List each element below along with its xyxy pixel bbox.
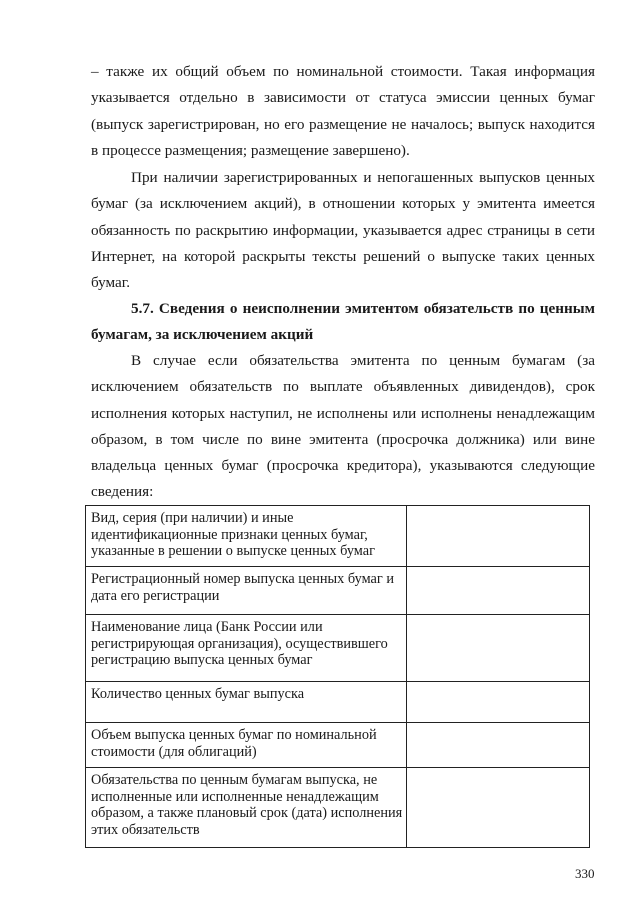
table-row-label: Наименование лица (Банк России или регистрирующая организация), осуществившего регистрацию выпуска ценных бумаг [86,615,407,682]
table-row-value [407,682,590,723]
table-row-value [407,567,590,615]
table-row-label: Количество ценных бумаг выпуска [86,682,407,723]
table-row-value [407,615,590,682]
table-row [86,723,590,768]
table-row-label: Обязательства по ценным бумагам выпуска, не исполненные или исполненные ненадлежащим образом, а также плановый срок (дата) исполнения этих обязательств [86,768,407,848]
obligations-info-table [85,505,590,848]
table-row-value [407,723,590,768]
table-row [86,615,590,682]
table-row-value [407,768,590,848]
paragraph-internet-address: При наличии зарегистрированных и непогашенных выпусков ценных бумаг (за исключением акций), в отношении которых у эмитента имеется обязанность по раскрытию информации, указывается адрес страницы в сети Интернет, на которой раскрыты тексты решений о выпуске таких ценных бумаг. [91,169,595,292]
table-row [86,682,590,723]
table-row-label: Объем выпуска ценных бумаг по номинальной стоимости (для облигаций) [86,723,407,768]
table-row-value [407,506,590,567]
paragraph-obligations-intro: В случае если обязательства эмитента по ценным бумагам (за исключением обязательств по выплате объявленных дивидендов), срок исполнения которых наступил, не исполнены или исполнены ненадлежащим образом, в том числе по вине эмитента (просрочка должника) или вине владельца ценных бумаг (просрочка кредитора), указываются следующие сведения: [91,352,595,501]
table-row-label: Регистрационный номер выпуска ценных бумаг и дата его регистрации [86,567,407,615]
table-row [86,567,590,615]
table-row-label: Вид, серия (при наличии) и иные идентификационные признаки ценных бумаг, указанные в решении о выпуске ценных бумаг [86,506,407,567]
table-row [86,506,590,567]
paragraph-emission-volume: – также их общий объем по номинальной стоимости. Такая информация указывается отдельно в зависимости от статуса эмиссии ценных бумаг (выпуск зарегистрирован, но его размещение не началось; выпуск находится в процессе размещения; размещение завершено). [91,63,595,159]
section-heading: 5.7. Сведения о неисполнении эмитентом обязательств по ценным бумагам, за исключением акций [91,300,595,344]
table-row [86,768,590,848]
page-number: 330 [575,866,595,881]
